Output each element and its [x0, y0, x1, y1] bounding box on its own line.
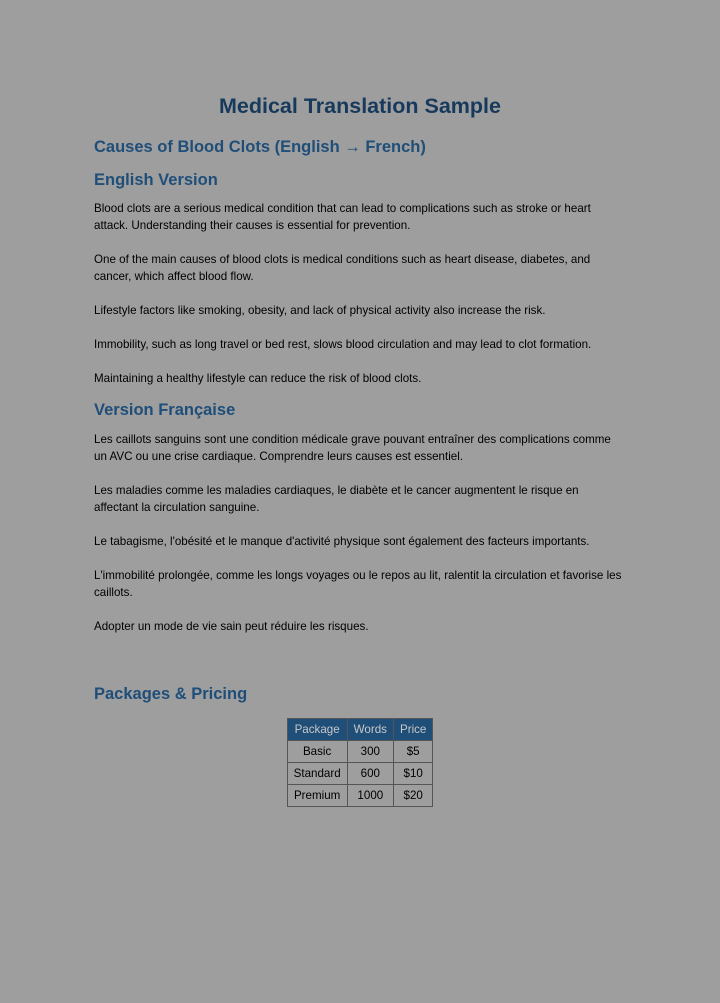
- pricing-heading: Packages & Pricing: [94, 685, 248, 704]
- french-paragraph: Le tabagisme, l'obésité et le manque d'activité physique sont également des facteurs importants.: [94, 535, 590, 549]
- pricing-table: [287, 718, 434, 807]
- french-paragraphs: [94, 431, 626, 635]
- english-paragraph: Blood clots are a serious medical condition that can lead to complications such as stroke or heart attack. Understanding their causes is essential for prevention.: [94, 202, 591, 233]
- column-header-price: Price: [393, 718, 432, 740]
- words-cell: 1000: [347, 784, 393, 806]
- package-cell: Basic: [287, 740, 347, 762]
- french-version-heading: Version Française: [94, 401, 236, 420]
- price-cell: $20: [393, 784, 432, 806]
- price-cell: $10: [393, 762, 432, 784]
- table-header-row: [287, 718, 433, 740]
- words-cell: 300: [347, 740, 393, 762]
- document-title: Medical Translation Sample: [219, 94, 501, 118]
- table-row: [287, 784, 433, 806]
- price-cell: $5: [393, 740, 432, 762]
- table-row: [287, 740, 433, 762]
- french-paragraph: Les maladies comme les maladies cardiaques, le diabète et le cancer augmentent le risque en affectant la circulation sanguine.: [94, 484, 579, 515]
- package-cell: Premium: [287, 784, 347, 806]
- pricing-table-wrapper: [94, 718, 626, 807]
- english-paragraph: Maintaining a healthy lifestyle can reduce the risk of blood clots.: [94, 372, 422, 386]
- french-paragraph: Adopter un mode de vie sain peut réduire les risques.: [94, 620, 369, 634]
- english-version-heading: English Version: [94, 170, 218, 189]
- words-cell: 600: [347, 762, 393, 784]
- english-paragraph: Immobility, such as long travel or bed rest, slows blood circulation and may lead to clot formation.: [94, 338, 592, 352]
- column-header-package: Package: [287, 718, 347, 740]
- english-paragraph: One of the main causes of blood clots is medical conditions such as heart disease, diabetes, and cancer, which affect blood flow.: [94, 253, 591, 284]
- section-heading-causes: Causes of Blood Clots (English → French): [94, 137, 426, 156]
- column-header-words: Words: [347, 718, 393, 740]
- package-cell: Standard: [287, 762, 347, 784]
- table-row: [287, 762, 433, 784]
- french-paragraph: Les caillots sanguins sont une condition médicale grave pouvant entraîner des complications comme un AVC ou une crise cardiaque. Comprendre leurs causes est essentiel.: [94, 433, 611, 464]
- english-paragraphs: [94, 200, 626, 387]
- french-paragraph: L'immobilité prolongée, comme les longs voyages ou le repos au lit, ralentit la circulation et favorise les caillots.: [94, 569, 622, 600]
- english-paragraph: Lifestyle factors like smoking, obesity, and lack of physical activity also increase the risk.: [94, 304, 546, 318]
